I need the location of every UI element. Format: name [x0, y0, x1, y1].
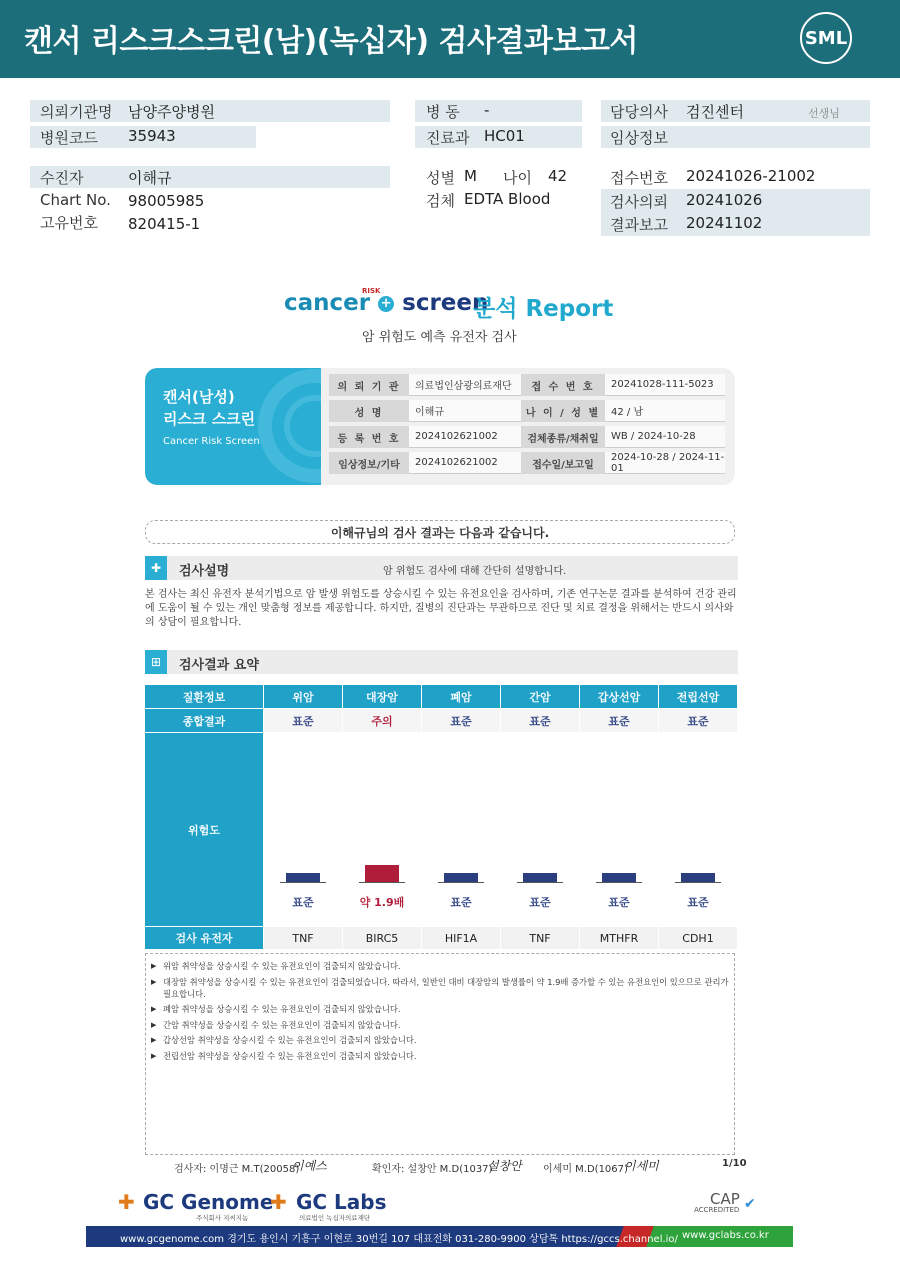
result-notes	[145, 953, 735, 1155]
risk-cell	[580, 733, 658, 926]
risk-level: 약 1.9배	[359, 896, 405, 909]
gene-cell: TNF	[264, 927, 342, 949]
card-table	[329, 374, 729, 474]
brand-screen: screen	[402, 290, 489, 316]
request-label: 검사의뢰	[610, 193, 668, 211]
gc-genome-logo: GC Genome	[143, 1190, 274, 1214]
disease-header: 전립선암	[659, 685, 737, 708]
stethoscope-icon: ✚	[145, 556, 167, 580]
dept-label: 진료과	[426, 129, 470, 147]
risk-level: 표준	[292, 896, 314, 909]
card-value: 42 / 남	[605, 400, 725, 422]
risk-bar	[602, 873, 636, 882]
ward-value: -	[484, 101, 490, 119]
examiner: 검사자: 이명근 M.T(20058)	[174, 1164, 300, 1175]
risk-bar	[365, 865, 399, 882]
risk-bar	[286, 873, 320, 882]
card-key: 성 명	[329, 400, 409, 422]
risk-cell	[501, 733, 579, 926]
brand-plus-icon: +	[378, 296, 394, 312]
confirmer-signature: 설창안	[487, 1159, 522, 1173]
risk-baseline	[517, 882, 563, 883]
card-decoration-icon	[245, 368, 321, 485]
sex-value: M	[464, 167, 477, 185]
gene-cell: BIRC5	[343, 927, 421, 949]
institution-value: 남양주양병원	[128, 103, 215, 121]
note-item: ▶ 대장암 취약성을 상승시킬 수 있는 유전요인이 검출되었습니다. 따라서, 일반인 대비 대장암의 발생률이 약 1.9배 증가할 수 있는 유전요인이 있으므로 관리가 필요합니다.	[151, 976, 729, 1000]
brand-subtitle: 암 위험도 예측 유전자 검사	[362, 330, 517, 345]
risk-baseline	[596, 882, 642, 883]
gc-cross-icon: ✚	[118, 1190, 135, 1214]
risk-level: 표준	[450, 896, 472, 909]
hospital-code-value: 35943	[128, 127, 176, 145]
overall-result: 표준	[580, 709, 658, 732]
section-explanation-desc: 암 위험도 검사에 대해 간단히 설명합니다.	[383, 566, 567, 577]
gene-cell: TNF	[501, 927, 579, 949]
row-header-disease: 질환정보	[145, 685, 263, 708]
confirmer: 확인자: 설창안 M.D(1037)	[372, 1164, 493, 1175]
risk-level: 표준	[687, 896, 709, 909]
risk-cell	[659, 733, 737, 926]
card-key: 검체종류/채취일	[521, 426, 605, 448]
section-explanation-title: 검사설명	[179, 564, 230, 579]
explanation-text: 본 검사는 최신 유전자 분석기법으로 암 발생 위험도를 상승시킬 수 있는 유전요인을 검사하며, 기존 연구논문 결과를 분석하여 건강 관리에 도움이 될 수 있는 개인 맞춤형 정보를 제공합니다. 하지만, 질병의 진단과는 무관하므로 진단 및 치료 결정을 위해서는 반드시 의사와의 상담이 필요합니다.	[145, 589, 737, 628]
brand-logo	[284, 290, 488, 316]
overall-result: 표준	[659, 709, 737, 732]
risk-cell	[343, 733, 421, 926]
page-number: 1/10	[722, 1158, 747, 1169]
specimen-value: EDTA Blood	[464, 190, 551, 208]
risk-level: 표준	[529, 896, 551, 909]
doctor-label: 담당의사	[610, 103, 668, 121]
disease-header: 위암	[264, 685, 342, 708]
cap-sub: ACCREDITED	[694, 1206, 740, 1214]
report-title: 캔서 리스크스크린(남)(녹십자) 검사결과보고서	[24, 24, 638, 59]
chart-value: 98005985	[128, 192, 205, 210]
gene-cell: HIF1A	[422, 927, 500, 949]
disease-header: 간암	[501, 685, 579, 708]
risk-bar	[681, 873, 715, 882]
risk-baseline	[438, 882, 484, 883]
card-title-line1: 캔서(남성)	[163, 388, 235, 406]
age-label: 나이	[503, 169, 532, 187]
card-value: 2024102621002	[409, 426, 521, 448]
risk-bar	[444, 873, 478, 882]
risk-bar	[523, 873, 557, 882]
gc-genome-sub: 주식회사 지씨지놈	[196, 1214, 249, 1222]
note-item: ▶ 위암 취약성을 상승시킬 수 있는 유전요인이 검출되지 않았습니다.	[151, 960, 729, 972]
brand-risk: RISK	[362, 287, 381, 295]
card-key: 접수일/보고일	[521, 452, 605, 474]
section-summary	[145, 650, 738, 674]
ward-label: 병 동	[426, 103, 460, 121]
checkmark-icon: ✔	[744, 1196, 756, 1212]
patient-value: 이해규	[128, 169, 172, 187]
footer-address: www.gcgenome.com 경기도 용인시 기흥구 이현로 30번길 107 대표전화 031-280-9900 상담톡 https://gccs.channel.io/	[120, 1234, 678, 1245]
cap-logo: CAP	[710, 1190, 740, 1208]
gc-cross-icon: ✚	[270, 1190, 287, 1214]
result-banner: 이해규님의 검사 결과는 다음과 같습니다.	[145, 520, 735, 544]
overall-result: 표준	[264, 709, 342, 732]
doctor-suffix: 선생님	[808, 107, 840, 120]
unique-value: 820415-1	[128, 215, 201, 233]
risk-baseline	[359, 882, 405, 883]
card-value: 이해규	[409, 400, 521, 422]
overall-result: 주의	[343, 709, 421, 732]
note-item: ▶ 갑상선암 취약성을 상승시킬 수 있는 유전요인이 검출되지 않았습니다.	[151, 1034, 729, 1046]
card-title-panel	[145, 368, 321, 485]
note-item: ▶ 폐암 취약성을 상승시킬 수 있는 유전요인이 검출되지 않았습니다.	[151, 1003, 729, 1015]
note-item: ▶ 전립선암 취약성을 상승시킬 수 있는 유전요인이 검출되지 않았습니다.	[151, 1050, 729, 1062]
report-date-label: 결과보고	[610, 216, 668, 234]
disease-header: 폐암	[422, 685, 500, 708]
gene-cell: MTHFR	[580, 927, 658, 949]
risk-baseline	[675, 882, 721, 883]
card-key: 접 수 번 호	[521, 374, 605, 396]
disease-header: 대장암	[343, 685, 421, 708]
card-value: WB / 2024-10-28	[605, 426, 725, 448]
info-card	[145, 368, 735, 485]
risk-level: 표준	[608, 896, 630, 909]
card-key: 임상정보/기타	[329, 452, 409, 474]
sex-label: 성별	[426, 169, 455, 187]
examiner-signature: 이예스	[292, 1159, 327, 1173]
card-key: 의 뢰 기 관	[329, 374, 409, 396]
card-key: 나 이 / 성 별	[521, 400, 605, 422]
card-key: 등 록 번 호	[329, 426, 409, 448]
overall-result: 표준	[422, 709, 500, 732]
card-value: 의료법인삼광의료재단	[409, 374, 521, 396]
overall-result: 표준	[501, 709, 579, 732]
disease-header: 갑상선암	[580, 685, 658, 708]
institution-label: 의뢰기관명	[40, 103, 113, 121]
row-header-risk: 위험도	[145, 733, 263, 926]
patient-row	[30, 166, 390, 188]
gc-labs-logo: GC Labs	[296, 1190, 387, 1214]
receipt-label: 접수번호	[610, 169, 668, 187]
gene-cell: CDH1	[659, 927, 737, 949]
gc-labs-sub: 의료법인 녹십자의료재단	[299, 1214, 371, 1222]
dept-value: HC01	[484, 127, 525, 145]
risk-baseline	[280, 882, 326, 883]
patient-label: 수진자	[40, 169, 84, 187]
specimen-label: 검체	[426, 192, 455, 210]
results-table	[145, 685, 737, 949]
hospital-code-label: 병원코드	[40, 129, 98, 147]
card-title-en: Cancer Risk Screen	[163, 436, 260, 447]
row-header-gene: 검사 유전자	[145, 927, 263, 949]
confirmer2: 이세미 M.D(1067)	[543, 1164, 628, 1175]
doctor-value: 검진센터	[686, 103, 744, 121]
section-summary-title: 검사결과 요약	[179, 658, 259, 673]
sml-logo: SML	[800, 12, 852, 64]
report-date-value: 20241102	[686, 214, 763, 232]
risk-cell	[264, 733, 342, 926]
section-explanation	[145, 556, 738, 580]
confirmer2-signature: 이세미	[624, 1159, 659, 1173]
note-item: ▶ 간암 취약성을 상승시킬 수 있는 유전요인이 검출되지 않았습니다.	[151, 1019, 729, 1031]
age-value: 42	[548, 167, 568, 185]
card-value: 2024-10-28 / 2024-11-01	[605, 452, 725, 474]
folder-plus-icon: ⊞	[145, 650, 167, 674]
brand-cancer: cancer	[284, 290, 371, 316]
request-value: 20241026	[686, 191, 763, 209]
footer-url: www.gclabs.co.kr	[682, 1230, 769, 1241]
card-value: 2024102621002	[409, 452, 521, 474]
unique-label: 고유번호	[40, 214, 98, 232]
card-title-line2: 리스크 스크린	[163, 410, 256, 428]
brand-report: 분석 Report	[473, 296, 614, 322]
row-header-overall: 종합결과	[145, 709, 263, 732]
chart-label: Chart No.	[40, 191, 111, 209]
risk-cell	[422, 733, 500, 926]
receipt-value: 20241026-21002	[686, 167, 816, 185]
card-value: 20241028-111-5023	[605, 374, 725, 396]
clinical-label: 임상정보	[610, 129, 668, 147]
